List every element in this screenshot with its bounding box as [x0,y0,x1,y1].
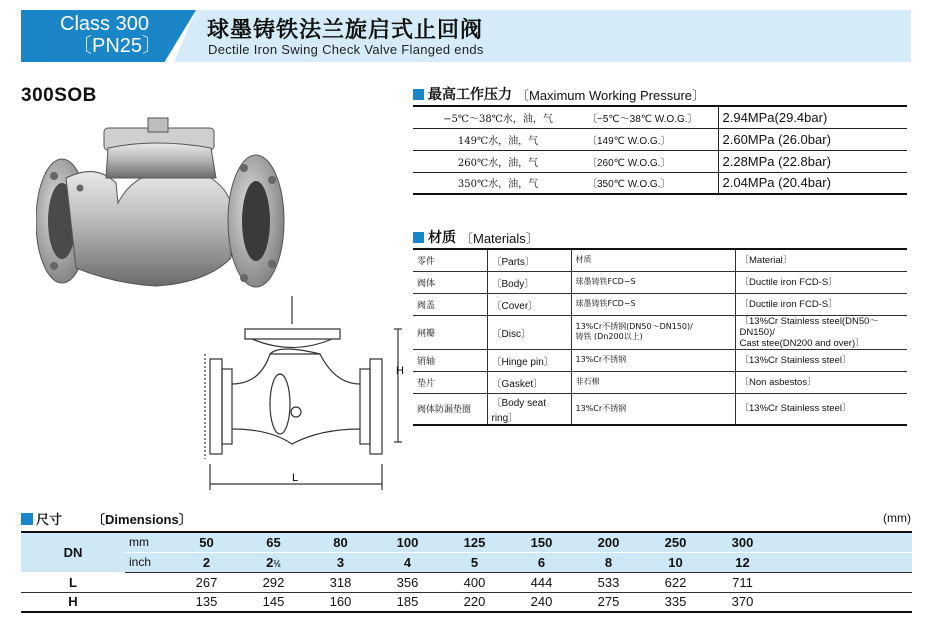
table-row [413,106,907,128]
part-cn: 阀体 [413,271,487,293]
dn-mm-cell: 100 [374,532,441,552]
pressure-en: 〔149℃ W.O.G.〕 [583,128,718,150]
pressure-heading-en: 〔Maximum Working Pressure〕 [516,87,706,103]
material-cn: 13%Cr不锈钢 [571,349,735,371]
pressure-cn: 350℃水，油，气 [413,172,583,194]
dimensions-heading [21,509,192,528]
heading-square-icon [413,232,424,243]
dn-inch-cell: 2 [173,552,240,572]
dn-inch-cell: 3 [307,552,374,572]
l-cell: 267 [173,572,240,592]
drawing-l-label: L [292,472,299,484]
dimensions-heading-cn: 尺寸 [36,513,63,528]
material-cn: 非石棉 [571,371,735,393]
material-en: 〔13%Cr Stainless steel〕 [735,349,907,371]
spacer-cell [776,572,912,592]
pn-label: 〔PN25〕 [72,35,163,57]
dn-inch-cell: 12 [709,552,776,572]
h-cell: 220 [441,592,508,612]
dimensions-table [21,531,912,613]
title-cn: 球墨铸铁法兰旋启式止回阀 [207,18,484,43]
pressure-heading-cn: 最高工作压力 [428,87,512,103]
table-row [413,293,907,315]
pressure-cn: −5℃～38℃水，油，气 [413,106,583,128]
l-cell: 711 [709,572,776,592]
col-header: 零件 [413,249,487,271]
material-en: 〔13%Cr Stainless steel(DN50～DN150)/ Cast stee(DN200 and over)〕 [735,315,907,349]
dn-inch-cell: 4 [374,552,441,572]
dn-inch-cell: 5 [441,552,508,572]
h-cell: 145 [240,592,307,612]
dn-inch-cell: 6 [508,552,575,572]
h-cell: 160 [307,592,374,612]
blank-cell [125,572,173,592]
material-en: 〔Ductile iron FCD-S〕 [735,271,907,293]
h-cell: 335 [642,592,709,612]
dn-mm-cell: 65 [240,532,307,552]
material-en: 〔Ductile iron FCD-S〕 [735,293,907,315]
inch-whole: 2 [266,554,274,570]
part-cn: 阀盖 [413,293,487,315]
dn-inch-cell: 8 [575,552,642,572]
part-en: 〔Body seat ring〕 [487,393,571,425]
part-en: 〔Body〕 [487,271,571,293]
dn-mm-cell: 300 [709,532,776,552]
table-row [413,172,907,194]
l-cell: 533 [575,572,642,592]
l-cell: 356 [374,572,441,592]
part-en: 〔Gasket〕 [487,371,571,393]
dn-mm-cell: 250 [642,532,709,552]
h-cell: 370 [709,592,776,612]
material-en: 〔13%Cr Stainless steel〕 [735,393,907,425]
pressure-cn: 149℃水，油，气 [413,128,583,150]
heading-square-icon [21,513,33,525]
table-row [413,150,907,172]
valve-photo [36,108,286,303]
l-cell: 444 [508,572,575,592]
h-cell: 135 [173,592,240,612]
pressure-value: 2.28MPa (22.8bar) [718,150,907,172]
table-row [413,371,907,393]
dn-inch-cell [240,552,307,572]
spacer-cell [776,552,912,572]
title-en: Dectile Iron Swing Check Valve Flanged ends [208,42,484,57]
dn-mm-cell: 200 [575,532,642,552]
pressure-en: 〔260℃ W.O.G.〕 [583,150,718,172]
part-cn: 垫片 [413,371,487,393]
dimensions-unit: (mm) [883,511,911,525]
dn-mm-cell: 150 [508,532,575,552]
h-cell: 240 [508,592,575,612]
table-row [413,271,907,293]
dn-mm-cell: 50 [173,532,240,552]
dn-inch-cell: 10 [642,552,709,572]
pressure-table [413,105,907,195]
l-cell: 622 [642,572,709,592]
table-row [413,128,907,150]
class-label: Class 300 [60,13,149,35]
part-cn: 销轴 [413,349,487,371]
l-cell: 400 [441,572,508,592]
pressure-heading [413,84,705,104]
h-cell: 275 [575,592,642,612]
material-cn: 球墨铸铁FCD−S [571,271,735,293]
pressure-value: 2.04MPa (20.4bar) [718,172,907,194]
l-cell: 292 [240,572,307,592]
col-header: 〔Parts〕 [487,249,571,271]
dn-mm-cell: 125 [441,532,508,552]
material-en: 〔Non asbestos〕 [735,371,907,393]
drawing-h-label: H [396,365,404,377]
h-label: H [21,592,125,612]
col-header: 材质 [571,249,735,271]
l-cell: 318 [307,572,374,592]
material-cn: 球墨铸铁FCD−S [571,293,735,315]
table-row [413,393,907,425]
mm-label: mm [125,532,173,552]
l-label: L [21,572,125,592]
dn-mm-cell: 80 [307,532,374,552]
table-row [21,552,912,572]
pressure-cn: 260℃水，油，气 [413,150,583,172]
inch-label: inch [125,552,173,572]
material-cn: 13%Cr不锈钢(DN50～DN150)/ 铸铁 (Dn200以上) [571,315,735,349]
part-en: 〔Disc〕 [487,315,571,349]
table-row [21,572,912,592]
materials-heading-en: 〔Materials〕 [460,230,539,246]
heading-square-icon [413,89,424,100]
spacer-cell [776,532,912,552]
pressure-value: 2.94MPa(29.4bar) [718,106,907,128]
materials-table [413,248,907,426]
part-en: 〔Cover〕 [487,293,571,315]
col-header: 〔Material〕 [735,249,907,271]
table-row [21,592,912,612]
dn-label: DN [21,532,125,572]
materials-heading-cn: 材质 [428,230,456,246]
part-cn: 闸瓣 [413,315,487,349]
table-row [413,349,907,371]
inch-fraction: ½ [273,558,281,569]
pressure-en: 〔−5℃～38℃ W.O.G.〕 [583,106,718,128]
h-cell: 185 [374,592,441,612]
valve-section-drawing [200,294,415,494]
materials-heading [413,227,539,247]
dimensions-heading-en: 〔Dimensions〕 [92,512,192,527]
table-row [21,532,912,552]
material-cn: 13%Cr不锈钢 [571,393,735,425]
part-cn: 阀体防漏垫圈 [413,393,487,425]
table-row [413,315,907,349]
model-number: 300SOB [21,85,97,106]
pressure-value: 2.60MPa (26.0bar) [718,128,907,150]
blank-cell [125,592,173,612]
part-en: 〔Hinge pin〕 [487,349,571,371]
spacer-cell [776,592,912,612]
pressure-en: 〔350℃ W.O.G.〕 [583,172,718,194]
table-header-row [413,249,907,271]
